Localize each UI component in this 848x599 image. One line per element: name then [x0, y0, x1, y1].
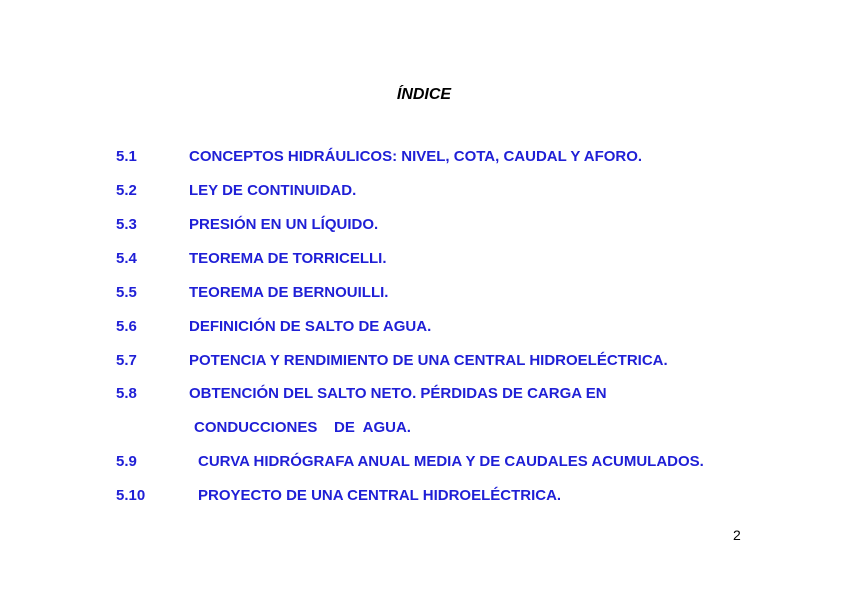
- toc-number-5-6: 5.6: [116, 318, 137, 335]
- toc-title-5-4: TEOREMA DE TORRICELLI.: [189, 250, 387, 267]
- toc-title-5-7: POTENCIA Y RENDIMIENTO DE UNA CENTRAL HIDROELÉCTRICA.: [189, 352, 668, 369]
- toc-number-5-8: 5.8: [116, 385, 137, 402]
- toc-number-5-3: 5.3: [116, 216, 137, 233]
- toc-title-5-8-continuation: CONDUCCIONES DE AGUA.: [194, 419, 411, 436]
- toc-number-5-1: 5.1: [116, 148, 137, 165]
- toc-number-5-4: 5.4: [116, 250, 137, 267]
- toc-title-5-2: LEY DE CONTINUIDAD.: [189, 182, 357, 199]
- page-title: ÍNDICE: [396, 86, 452, 103]
- toc-number-5-5: 5.5: [116, 284, 137, 301]
- toc-title-5-8: OBTENCIÓN DEL SALTO NETO. PÉRDIDAS DE CARGA EN: [189, 385, 607, 402]
- toc-number-5-7: 5.7: [116, 352, 137, 369]
- toc-number-5-10: 5.10: [116, 487, 146, 504]
- toc-title-5-5: TEOREMA DE BERNOUILLI.: [189, 284, 389, 301]
- toc-title-5-1: CONCEPTOS HIDRÁULICOS: NIVEL, COTA, CAUDAL Y AFORO.: [189, 148, 643, 165]
- toc-number-5-9: 5.9: [116, 453, 137, 470]
- toc-title-5-6: DEFINICIÓN DE SALTO DE AGUA.: [189, 318, 432, 335]
- toc-title-5-10: PROYECTO DE UNA CENTRAL HIDROELÉCTRICA.: [198, 487, 562, 504]
- toc-title-5-9: CURVA HIDRÓGRAFA ANUAL MEDIA Y DE CAUDALES ACUMULADOS.: [198, 453, 704, 470]
- toc-title-5-3: PRESIÓN EN UN LÍQUIDO.: [189, 216, 379, 233]
- page-number: 2: [733, 527, 741, 543]
- toc-number-5-2: 5.2: [116, 182, 137, 199]
